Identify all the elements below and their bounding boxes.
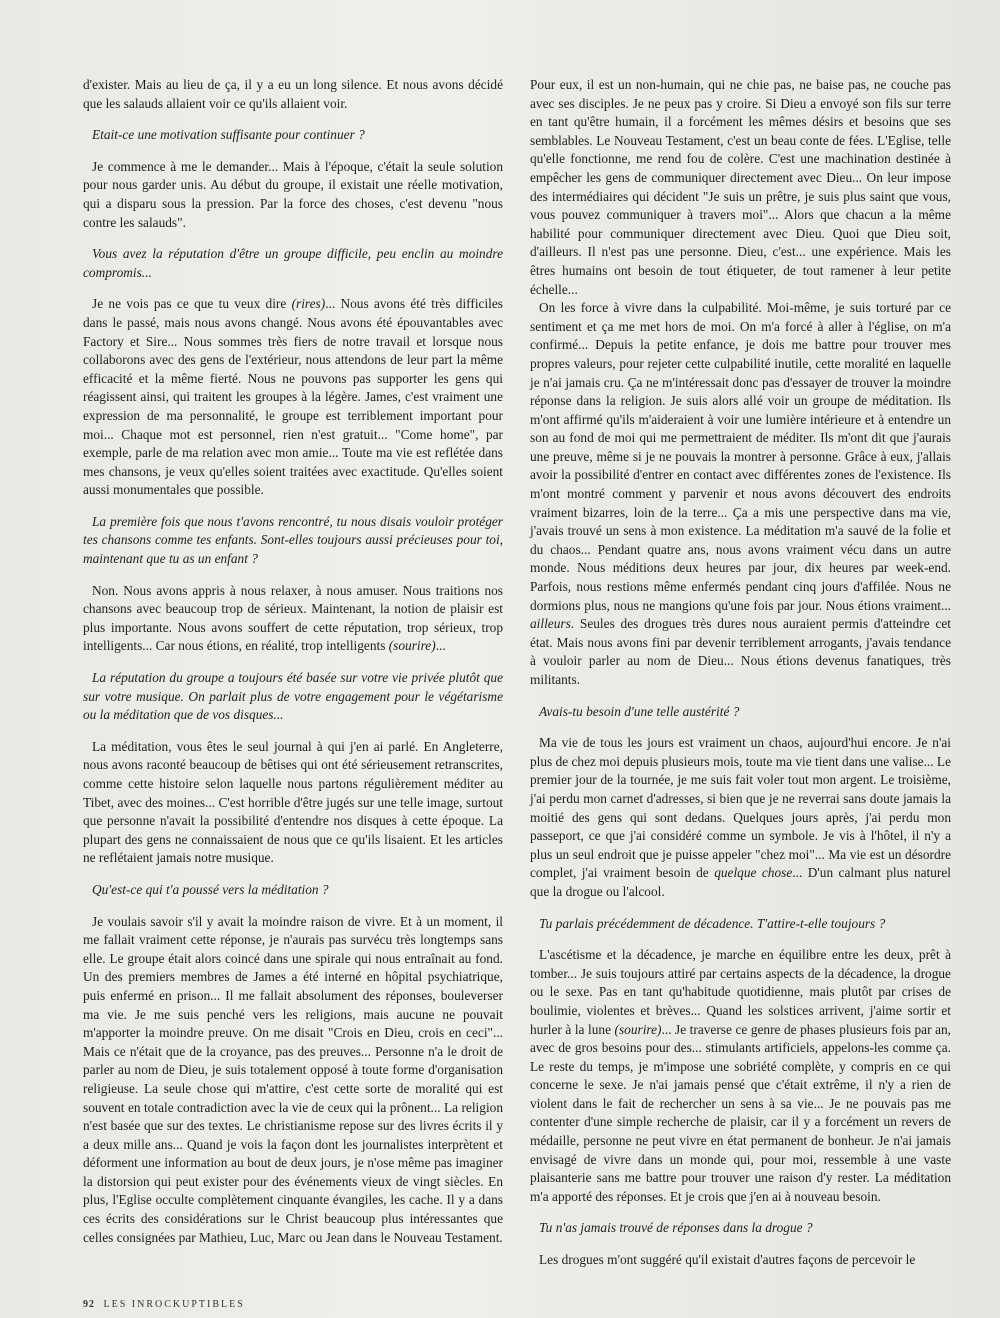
paragraph: On les force à vivre dans la culpabilité. Moi-même, je suis torturé par ce sentiment et ça me met hors de moi. On m'a forcé à aller à l'église, on m'a confirmé... Depuis la petite enfance, je dois me battre pour trouver mes propres valeurs, pour rejeter cette culpabilité inutile, cette moralité en laquelle je n'ai jamais cru. Ça ne m'intéressait donc pas d'essayer de trouver la moindre réponse dans la religion. Je suis alors allé voir un groupe de méditation. Ils m'ont affirmé qu'ils m'aideraient à voir une lumière intérieure et à entendre un son au fond de moi qui me permettraient de méditer. Ils m'ont dit que j'aurais une preuve, même si je ne pouvais la montrer à personne. Grâce à eux, j'allais avoir la possibilité d'entrer en contact avec différentes zones de l'existence. Ils m'ont montré comment y parvenir et nous avons découvert des endroits vraiment bizarres, loin de la terre... Ça a mis une perspective dans ma vie, j'avais trouvé un sens à mon existence. La méditation m'a sauvé de la folie et du chaos... Pendant quatre ans, nous avons vraiment vécu dans un autre monde. Nous méditions deux heures par jour, dix heures par week-end. Parfois, nous restions même enfermés pendant cinq jours d'affilée. Nous ne dormions plus, nous ne mangions qu'une fois par jour. Nous étions vraiment... ailleurs. Seules des drogues très dures nous auraient permis d'atteindre cet état. Mais nous avons fini par devenir terriblement arrogants, j'avais tendance à vouloir parler au nom de Dieu... Nous étions devenus fanatiques, très militants. [530,300,951,687]
right-column [530,76,951,1270]
question: Vous avez la réputation d'être un groupe difficile, peu enclin au moindre compromis... [83,246,503,280]
answer: Je ne vois pas ce que tu veux dire (rires)... Nous avons été très difficiles dans le passé, mais nous avons changé. Nous avons été épouvantables avec Factory et Sire... Nous sommes très fiers de notre travail et lorsque nous collaborons avec des gens de l'extérieur, nous attendons de leur part la même efficacité et la même fierté. Nous ne pouvons pas supporter les gens qui réagissent ainsi, qui traitent les groupes à la légère. James, c'est vraiment une expression de ma personnalité, le groupe est terriblement important pour moi... Chaque mot est personnel, rien n'est gratuit... "Come home", par exemple, parle de ma relation avec mon amie... Toute ma vie est reflétée dans mes chansons, je veux qu'elles soient traitées avec exactitude. Qu'elles soient aussi monumentales que possible. [83,296,503,498]
paragraph: Pour eux, il est un non-humain, qui ne chie pas, ne baise pas, ne couche pas avec ses disciples. Je ne peux pas y croire. Si Dieu a envoyé son fils sur terre en tant qu'être humain, il a forcément les mêmes désirs et besoins que ses semblables. Le Nouveau Testament, c'est un beau conte de fées. L'Eglise, telle qu'elle fonctionne, me rend fou de colère. C'est une machination destinée à empêcher les gens de communiquer directement avec Dieu... On leur impose des intermédiaires qui décident "Je suis un prêtre, je suis plus saint que vous, vous pouvez communiquer à travers moi"... Alors que chacun a la même habilité pour communiquer directement avec Dieu. Quoi que Dieu soit, d'ailleurs. Il n'est pas une personne. Dieu, c'est... une expérience. Mais les êtres humains ont besoin de tout étiqueter, de tout ramener à leur petite échelle... [530,77,951,297]
question: La première fois que nous t'avons rencontré, tu nous disais vouloir protéger tes chansons comme tes enfants. Sont-elles toujours aussi précieuses pour toi, maintenant que tu as un enfant ? [83,513,503,567]
paragraph: d'exister. Mais au lieu de ça, il y a eu un long silence. Et nous avons décidé que les salauds allaient voir ce qu'ils allaient voir. [83,77,503,111]
answer: Ma vie de tous les jours est vraiment un chaos, aujourd'hui encore. Je n'ai plus de chez moi depuis plusieurs mois, toute ma vie tient dans une valise... Le premier jour de la tournée, je me suis fait voler tout mon argent. Le troisième, j'ai perdu mon carnet d'adresses, si bien que je ne reverrai sans doute jamais la moitié des gens qui sont dedans. Quelques jours après, j'ai perdu mon passeport, ce que j'ai considéré comme un symbole. Je vis à l'hôtel, il n'y a plus un seul endroit que je puisse appeler "chez moi"... Ma vie est un désordre complet, j'ai vraiment besoin de quelque chose... D'un calmant plus naturel que la drogue ou l'alcool. [530,735,951,899]
question: Qu'est-ce qui t'a poussé vers la méditation ? [92,881,329,897]
question: Avais-tu besoin d'une telle austérité ? [539,703,740,719]
answer: L'ascétisme et la décadence, je marche en équilibre entre les deux, prêt à tomber... Je suis toujours attiré par certains aspects de la décadence, la drogue ou le sexe. Pas en tant qu'habitude quotidienne, mais plutôt par crises de boulimie, violentes et brèves... Quand les solstices arrivent, j'aime sortir et hurler à la lune (sourire)... Je traverse ce genre de phases plusieurs fois par an, avec de gros besoins pour des... stimulants artificiels, appelons-les comme ça. Le reste du temps, je m'impose une sobriété complète, y compris en ce qui concerne le sexe. Je n'ai jamais pensé que c'était extrême, il n'y a rien de violent dans le fait de rechercher un sens à sa vie... Je ne pouvais pas me contenter d'une simple recherche de plaisir, car il y a forcément un revers de médaille, personne ne peut vivre en état permanent de bonheur. Je n'ai jamais envisagé de vivre dans un monde qui, pour moi, ressemble à une vaste plaisanterie sans me battre pour trouver une raison d'y rester. La méditation m'a apporté des réponses. Et je crois que j'en ai à nouveau besoin. [530,947,951,1204]
answer: La méditation, vous êtes le seul journal à qui j'en ai parlé. En Angleterre, nous avons raconté beaucoup de bêtises qui ont été sérieusement retranscrites, comme cette histoire selon laquelle nous partons régulièrement méditer au Tibet, avec des moines... C'est horrible d'être jugés sur une telle image, surtout que personne n'avait la possibilité d'entendre nos disques à cette époque. La plupart des gens ne connaissaient de nous que ce qu'ils lisaient. Et les articles ne reflétaient jamais notre musique. [83,738,503,866]
question: Tu n'as jamais trouvé de réponses dans la drogue ? [539,1220,813,1236]
question: Etait-ce une motivation suffisante pour continuer ? [92,127,365,143]
question: Tu parlais précédemment de décadence. T'attire-t-elle toujours ? [539,915,886,931]
question: La réputation du groupe a toujours été basée sur votre vie privée plutôt que sur votre musique. On parlait plus de votre engagement pour le végétarisme ou la méditation que de vos disques... [83,670,503,723]
page-number: 92 [83,1299,95,1310]
answer: Je voulais savoir s'il y avait la moindre raison de vivre. Et à un moment, il me fallait vraiment cette réponse, je n'aurais pas survécu très longtemps sans elle. Le groupe était alors coincé dans une spirale qui nous entraînait au fond. Un des premiers membres de James a été interné en hôpital psychiatrique, puis enfermé en prison... Il me fallait absolument des réponses, bouleverser ma vie. Je me suis penché vers les religions, mais aucune ne pouvait m'apporter la moindre preuve. On me disait "Crois en Dieu, crois en ceci"... Mais ce n'était que de la croyance, pas des preuves... Personne n'a le droit de parler au nom de Dieu, je suis totalement opposé à toute forme d'organisation religieuse. La seule chose qui m'attire, c'est cette sorte de moralité qui est souvent en totale contradiction avec la vie de ceux qui la prônent... La religion n'est basée que sur des textes. Le christianisme repose sur des livres écrits il y a deux mille ans... Quand je vois la façon dont les journalistes interprètent et déforment une information au bout de deux jours, je n'ose même pas imaginer la distorsion qui peut exister pour des événements vieux de vingt siècles. En plus, l'Eglise occulte complètement cinquante évangiles, les cache. Il y a dans ces écrits des considérations sur le Christ beaucoup plus intéressantes que celles consignées par Mathieu, Luc, Marc ou Jean dans le Nouveau Testament. [83,913,503,1245]
left-column [83,76,503,1247]
magazine-name: LES INROCKUPTIBLES [103,1299,245,1310]
answer: Non. Nous avons appris à nous relaxer, à nous amuser. Nous traitions nos chansons avec beaucoup trop de sérieux. Maintenant, la notion de plaisir est plus importante. Nous avons souffert de cette réputation, trop sérieux, trop intelligents... Car nous étions, en réalité, trop intelligents (sourire)... [83,582,503,654]
answer: Je commence à me le demander... Mais à l'époque, c'était la seule solution pour nous garder unis. Au début du groupe, il existait une réelle motivation, qui a disparu sous la pression. Par la force des choses, c'est devenu "nous contre les salauds". [83,158,503,230]
page-footer [83,1299,245,1310]
answer: Les drogues m'ont suggéré qu'il existait d'autres façons de percevoir le [539,1252,916,1268]
